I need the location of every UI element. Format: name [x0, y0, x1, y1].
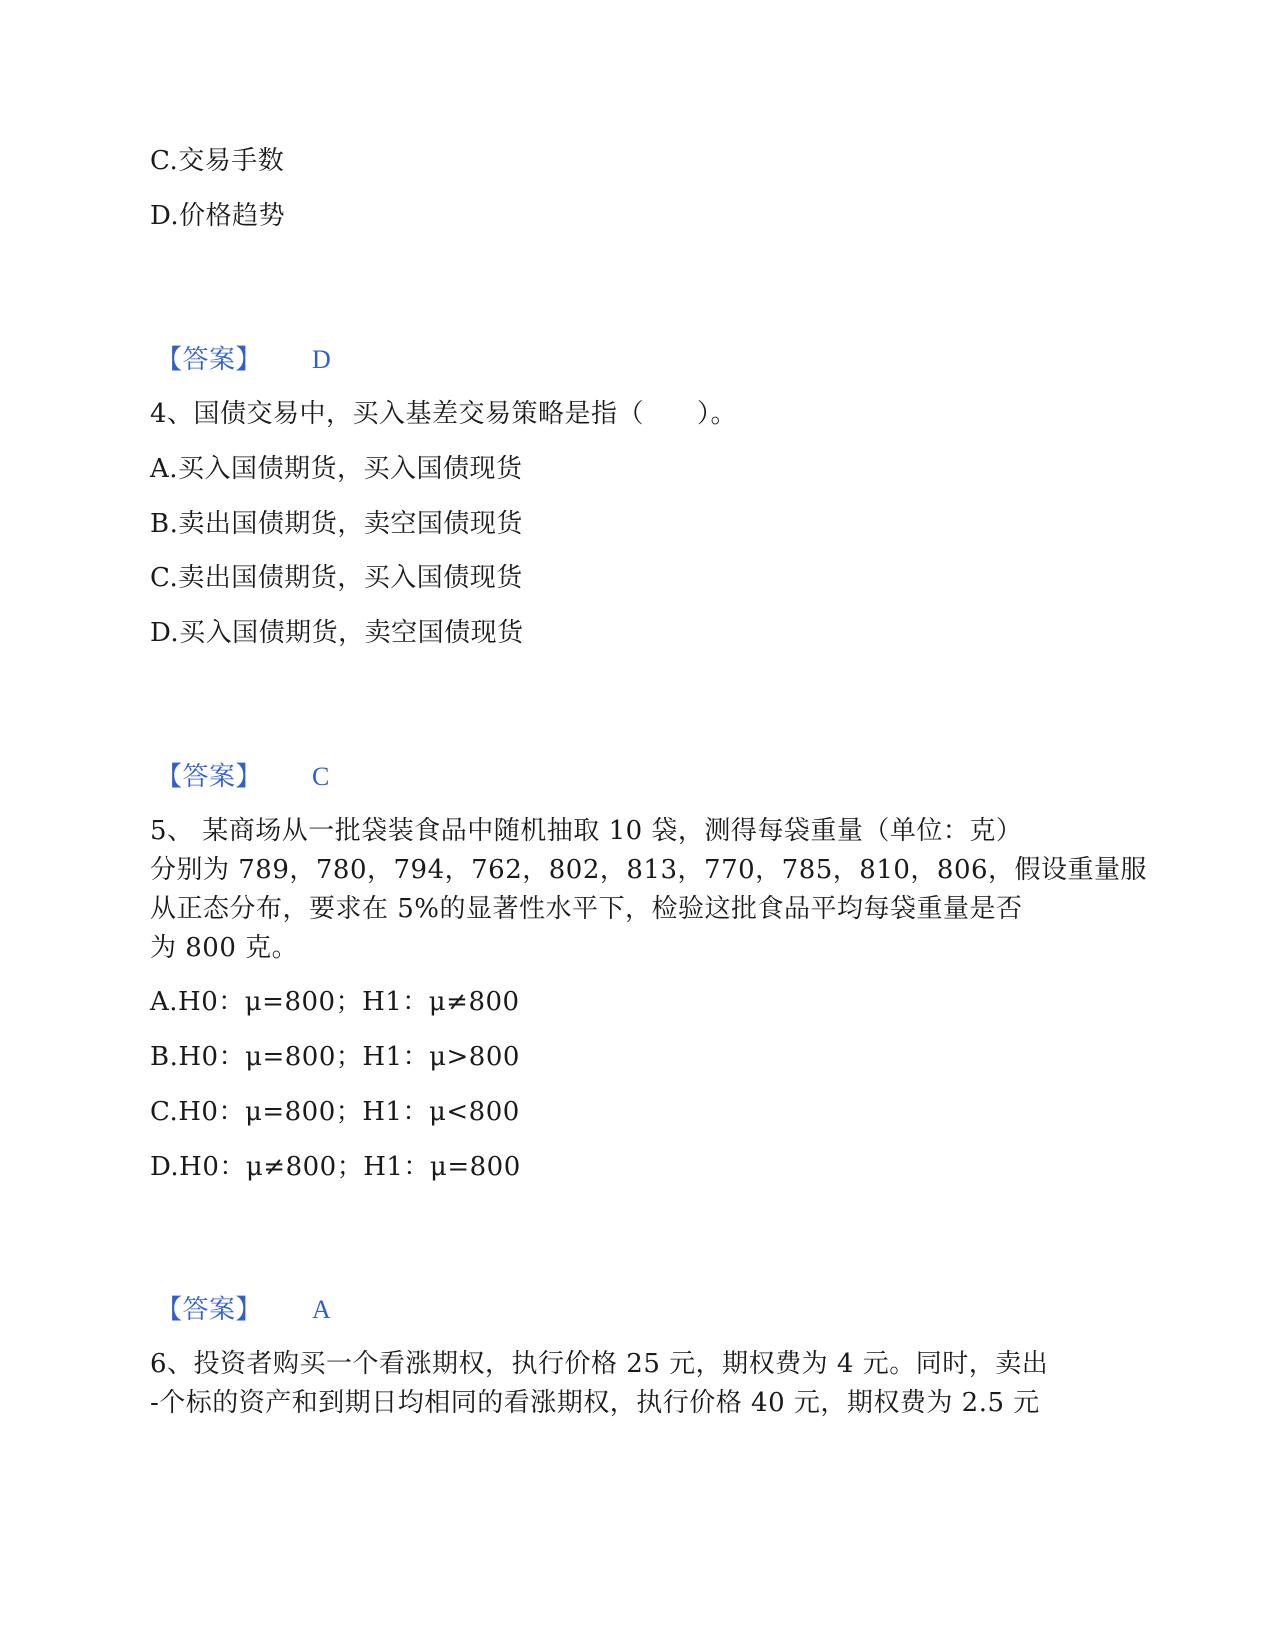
- q5-option-a: A.H0：μ=800；H1：μ≠800: [150, 987, 520, 1017]
- q3-answer-row: [150, 347, 331, 373]
- q5-option-c: C.H0：μ=800；H1：μ<800: [150, 1097, 520, 1127]
- answer-label: 【答案】: [156, 762, 263, 792]
- q4-option-a: A.买入国债期货，买入国债现货: [150, 454, 523, 484]
- q6-question-line-2: -个标的资产和到期日均相同的看涨期权，执行价格 40 元，期权费为 2.5 元: [150, 1388, 1040, 1418]
- q5-question-line-1: 5、 某商场从一批袋装食品中随机抽取 10 袋，测得每袋重量（单位：克）: [150, 816, 1023, 846]
- q5-answer-row: [150, 1297, 331, 1323]
- answer-value: A: [312, 1295, 332, 1324]
- q3-option-d: D.价格趋势: [150, 201, 286, 231]
- q5-question-line-3: 从正态分布，要求在 5%的显著性水平下，检验这批食品平均每袋重量是否: [150, 894, 1023, 924]
- answer-value: D: [312, 345, 332, 374]
- answer-label: 【答案】: [156, 1295, 263, 1325]
- answer-label: 【答案】: [156, 345, 263, 375]
- q4-option-b: B.卖出国债期货，卖空国债现货: [150, 509, 523, 539]
- q5-question-line-2: 分别为 789，780，794，762，802，813，770，785，810，806，假设重量服: [150, 855, 1148, 885]
- q4-option-d: D.买入国债期货，卖空国债现货: [150, 618, 524, 648]
- q4-answer-row: [150, 764, 330, 790]
- q3-option-c: C.交易手数: [150, 146, 285, 176]
- q5-question-line-4: 为 800 克。: [150, 933, 299, 963]
- q6-question-line-1: 6、投资者购买一个看涨期权，执行价格 25 元，期权费为 4 元。同时，卖出: [150, 1349, 1049, 1379]
- answer-value: C: [312, 762, 330, 791]
- q5-option-d: D.H0：μ≠800；H1：μ=800: [150, 1152, 521, 1182]
- q4-question: 4、国债交易中，买入基差交易策略是指（ ）。: [150, 399, 738, 429]
- q5-option-b: B.H0：μ=800；H1：μ>800: [150, 1042, 520, 1072]
- q4-option-c: C.卖出国债期货，买入国债现货: [150, 563, 523, 593]
